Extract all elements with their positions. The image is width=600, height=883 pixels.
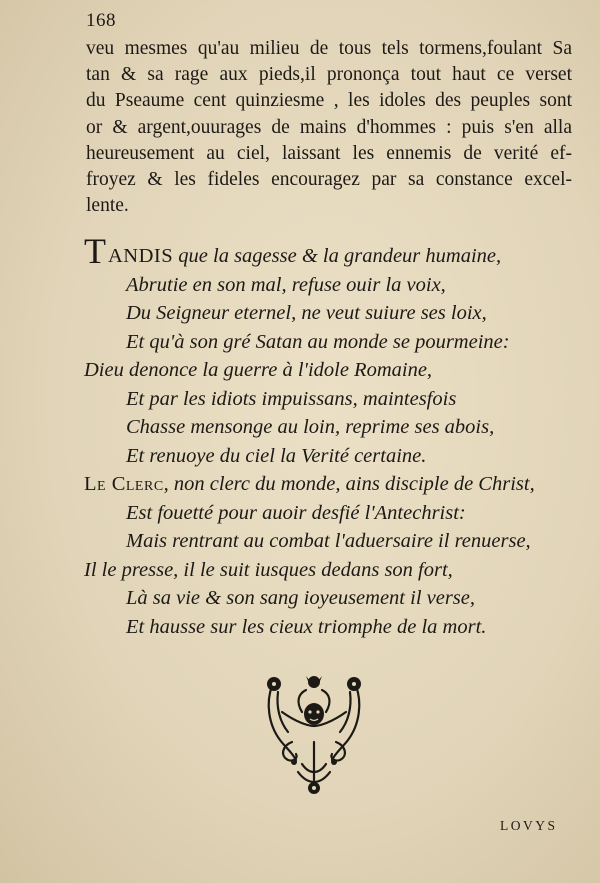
prose-line: tan & sa rage aux pieds,il prononça tout haut ce verset — [86, 64, 572, 86]
prose-line: froyez & les fideles encouragez par sa constance excel- — [86, 169, 572, 191]
verse-line: Dieu denonce la guerre à l'idole Romaine, — [84, 359, 433, 381]
page-number: 168 — [86, 10, 116, 31]
verse-line: Et renuoye du ciel la Verité certaine. — [126, 444, 427, 467]
verse-line: Là sa vie & son sang ioyeusement il verse, — [126, 587, 476, 609]
prose-paragraph — [86, 36, 572, 219]
drop-cap: T — [84, 231, 106, 271]
verse-line: Il le presse, il le suit iusques dedans son fort, — [84, 558, 453, 581]
verse-poem — [84, 231, 584, 641]
prose-line: lente. — [86, 195, 129, 217]
woodcut-ornament-icon — [262, 672, 366, 798]
verse-line: Est fouetté pour auoir desfié l'Antechrist: — [126, 501, 466, 524]
verse-line: Et hausse sur les cieux triomphe de la mort. — [126, 615, 487, 638]
prose-line: or & argent,ouurages de mains d'hommes : puis s'en alla — [86, 116, 572, 138]
first-line-text: que la sagesse & la grandeur humaine, — [173, 245, 502, 267]
verse-line: Chasse mensonge au loin, reprime ses abois, — [126, 416, 495, 438]
prose-line: heureusement au ciel, laissant les ennemis de verité ef- — [86, 142, 572, 164]
verse-line: Du Seigneur eternel, ne veut suiure ses loix, — [126, 302, 487, 324]
verse-line-le-clerc — [84, 470, 584, 499]
verse-line: Abrutie en son mal, refuse ouir la voix, — [126, 273, 446, 296]
verse-line: Et qu'à son gré Satan au monde se pourmeine: — [126, 330, 510, 353]
le-clerc-name: Le Clerc — [84, 473, 164, 495]
verse-line: Mais rentrant au combat l'aduersaire il renuerse, — [126, 530, 531, 552]
prose-line: du Pseaume cent quinziesme , les idoles des peuples sont — [86, 90, 572, 112]
verse-line: Et par les idiots impuissans, maintesfois — [126, 387, 457, 410]
prose-line: veu mesmes qu'au milieu de tous tels tormens,foulant Sa — [86, 38, 572, 59]
first-word-caps: ANDIS — [108, 245, 174, 267]
le-clerc-text: , non clerc du monde, ains disciple de Christ, — [163, 473, 535, 495]
verse-line-first — [84, 231, 584, 271]
signature-catchword: LOVYS — [500, 818, 558, 833]
